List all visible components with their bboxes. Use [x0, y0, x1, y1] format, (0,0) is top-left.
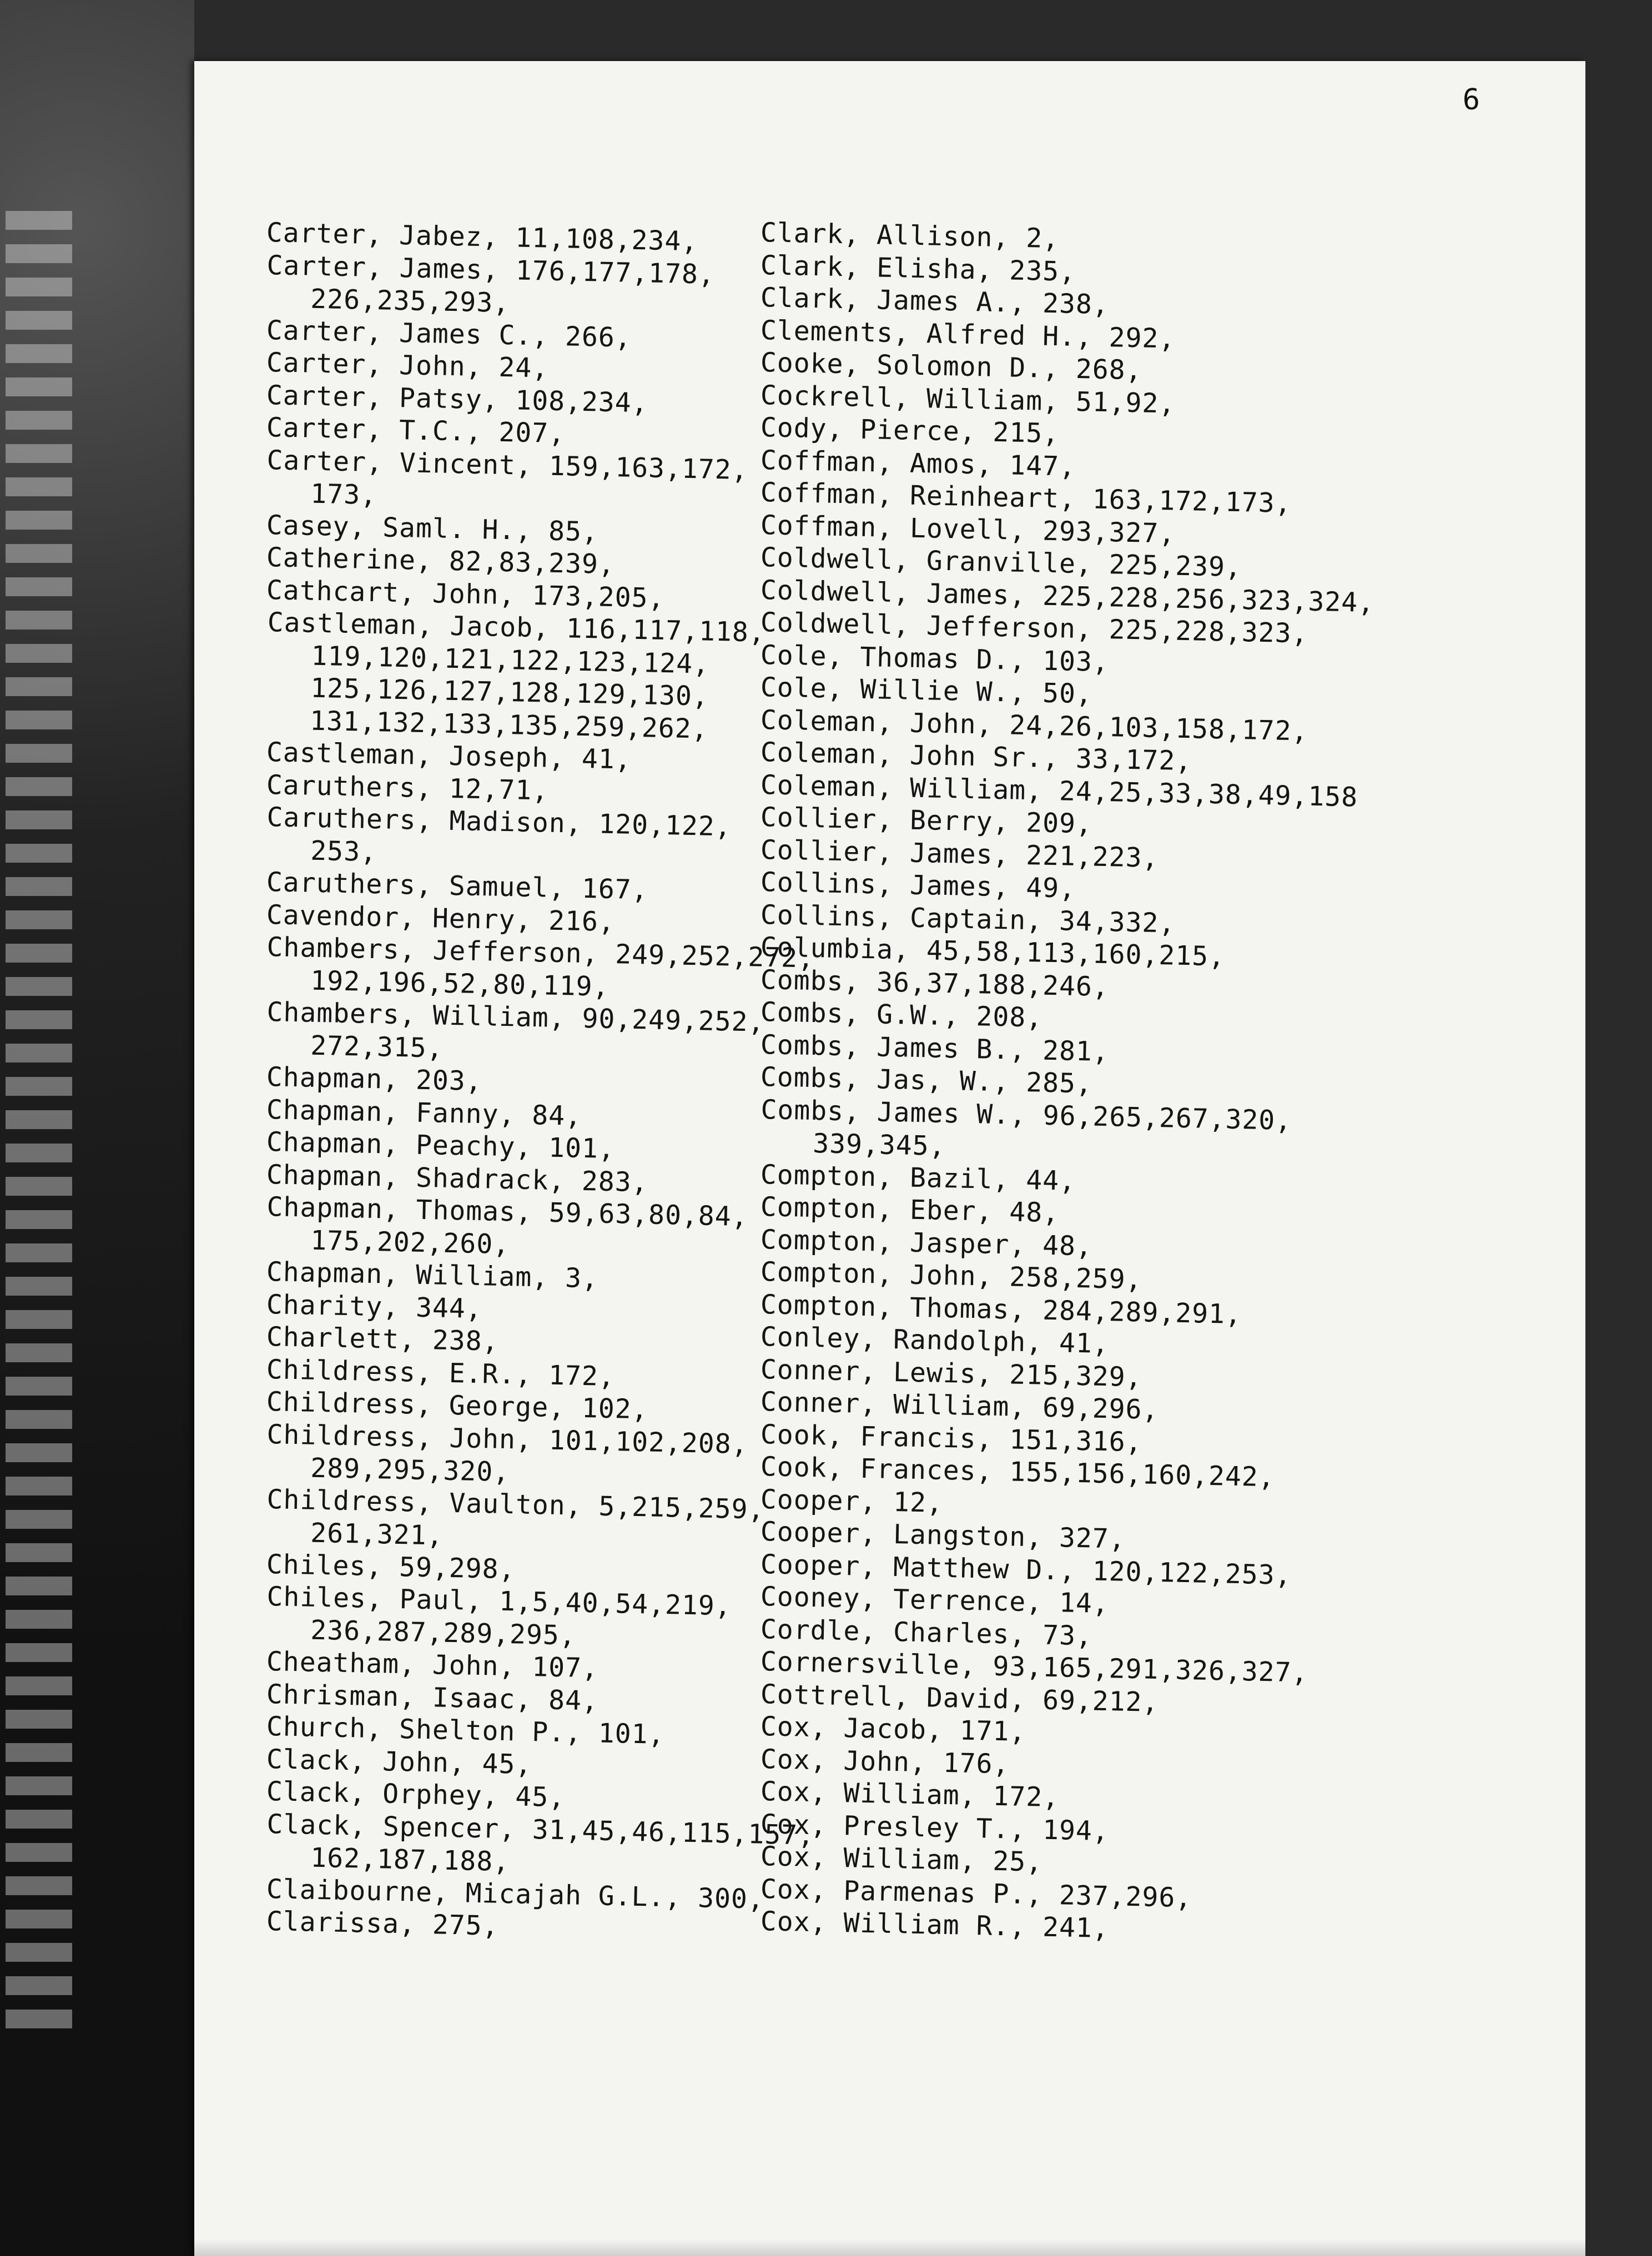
entry-text: Casey, Saml. H., 85, — [266, 509, 599, 548]
entry-text: Coffman, Reinheart, 163,172,173, — [760, 477, 1292, 520]
entry-text: Collier, Berry, 209, — [760, 802, 1093, 840]
entry-continuation: 119,120,121,122,123,124, — [311, 640, 710, 680]
entry-text: Clark, Allison, 2, — [760, 217, 1060, 255]
entry-text: Cox, Parmenas P., 237,296, — [760, 1873, 1192, 1913]
entry-text: Coldwell, James, 225,228,256,323,324, — [760, 574, 1375, 618]
entry-text: Catherine, 82,83,239, — [266, 542, 616, 581]
entry-text: Coleman, William, 24,25,33,38,49,158 — [760, 769, 1358, 813]
entry-text: Coldwell, Jefferson, 225,228,323, — [760, 607, 1309, 649]
page-bottom-edge — [194, 2239, 1585, 2256]
entry-text: Cooper, Langston, 327, — [760, 1516, 1126, 1555]
entry-text: Coffman, Amos, 147, — [760, 444, 1076, 482]
entry-text: Coleman, John Sr., 33,172, — [760, 737, 1192, 777]
page-number: 6 — [1462, 83, 1480, 117]
entry-text: Collins, James, 49, — [760, 867, 1076, 904]
entry-text: Collier, James, 221,223, — [760, 834, 1159, 874]
entry-text: Cooper, Matthew D., 120,122,253, — [760, 1548, 1292, 1591]
entry-text: Cox, John, 176, — [760, 1743, 1010, 1780]
entry-text: Cooke, Solomon D., 268, — [760, 347, 1143, 386]
entry-text: Clements, Alfred H., 292, — [760, 314, 1176, 355]
entry-text: Clark, James A., 238, — [760, 282, 1110, 321]
entry-text: Conley, Randolph, 41, — [760, 1321, 1110, 1360]
entry-text: Cox, Presley T., 194, — [760, 1808, 1110, 1847]
entry-text: Castleman, Jacob, 116,117,118, — [267, 607, 766, 648]
entry-text: Conner, William, 69,296, — [760, 1386, 1159, 1426]
entry-text: Clack, Orphey, 45, — [266, 1776, 566, 1814]
entry-text: Claibourne, Micajah G.L., 300, — [266, 1873, 765, 1915]
entry-text: Carter, John, 24, — [266, 347, 549, 384]
entry-text: Conner, Lewis, 215,329, — [760, 1353, 1143, 1393]
entry-text: Chrisman, Isaac, 84, — [266, 1678, 599, 1717]
entry-text: Cole, Willie W., 50, — [760, 672, 1093, 710]
entry-continuation: 162,187,188, — [310, 1841, 510, 1877]
entry-text: Childress, E.R., 172, — [266, 1353, 616, 1392]
entry-text: Cockrell, William, 51,92, — [760, 379, 1176, 420]
entry-text: Chapman, Thomas, 59,63,80,84, — [266, 1191, 749, 1233]
entry-text: Combs, G.W., 208, — [760, 996, 1043, 1034]
entry-text: Childress, Vaulton, 5,215,259, — [266, 1483, 765, 1525]
entry-text: Cathcart, John, 173,205, — [266, 574, 665, 614]
entry-text: Charity, 344, — [266, 1288, 483, 1325]
entry-text: Chiles, Paul, 1,5,40,54,219, — [266, 1581, 732, 1622]
entry-text: Cook, Francis, 151,316, — [760, 1418, 1143, 1458]
entry-text: Coldwell, Granville, 225,239, — [760, 542, 1242, 583]
entry-text: Carter, James C., 266, — [266, 314, 632, 354]
entry-text: Carter, James, 176,177,178, — [266, 249, 716, 290]
entry-text: Combs, James B., 281, — [760, 1029, 1110, 1067]
entry-text: Coffman, Lovell, 293,327, — [760, 509, 1176, 550]
index-column-right — [760, 216, 1527, 1945]
entry-text: Charlett, 238, — [266, 1321, 500, 1357]
entry-text: Cottrell, David, 69,212, — [760, 1678, 1159, 1718]
entry-text: Clarissa, 275, — [266, 1906, 500, 1942]
adjacent-page-ghost — [6, 211, 72, 2043]
entry-text: Compton, Eber, 48, — [760, 1191, 1060, 1229]
entry-continuation: 173, — [310, 477, 377, 511]
entry-text: Cole, Thomas D., 103, — [760, 639, 1110, 678]
entry-text: Cox, William, 25, — [760, 1841, 1043, 1878]
entry-text: Castleman, Joseph, 41, — [266, 737, 632, 776]
entry-text: Chambers, William, 90,249,252, — [266, 996, 765, 1038]
entry-text: Chapman, Peachy, 101, — [266, 1126, 616, 1165]
entry-text: Cooney, Terrence, 14, — [760, 1581, 1110, 1620]
entry-text: Compton, Jasper, 48, — [760, 1223, 1093, 1262]
entry-text: Cox, William R., 241, — [760, 1906, 1110, 1945]
entry-text: Chapman, 203, — [266, 1061, 483, 1097]
entry-text: Cook, Frances, 155,156,160,242, — [760, 1451, 1276, 1493]
entry-text: Cooper, 12, — [760, 1483, 944, 1519]
entry-text: Caruthers, Samuel, 167, — [266, 867, 649, 906]
entry-continuation: 226,235,293, — [310, 283, 510, 319]
entry-text: Carter, T.C., 207, — [266, 412, 566, 450]
entry-continuation: 289,295,320, — [310, 1452, 510, 1488]
entry-text: Columbia, 45,58,113,160,215, — [760, 931, 1226, 973]
entry-text: Caruthers, 12,71, — [266, 769, 549, 807]
entry-text: Chambers, Jefferson, 249,252,272, — [266, 931, 815, 974]
entry-continuation: 125,126,127,128,129,130, — [310, 672, 709, 712]
entry-text: Carter, Patsy, 108,234, — [266, 379, 649, 419]
entry-text: Caruthers, Madison, 120,122, — [266, 802, 732, 843]
entry-text: Combs, Jas, W., 285, — [760, 1061, 1093, 1100]
entry-text: Carter, Jabez, 11,108,234, — [266, 217, 698, 258]
entry-text: Cox, Jacob, 171, — [760, 1711, 1026, 1748]
entry-continuation: 192,196,52,80,119, — [310, 965, 610, 1003]
entry-text: Clark, Elisha, 235, — [760, 249, 1076, 288]
entry-text: Combs, 36,37,188,246, — [760, 964, 1110, 1003]
entry-text: Cody, Pierce, 215, — [760, 412, 1060, 450]
entry-text: Compton, Thomas, 284,289,291, — [760, 1288, 1242, 1330]
entry-text: Clack, John, 45, — [266, 1743, 532, 1780]
entry-continuation: 236,287,289,295, — [310, 1614, 577, 1651]
entry-text: Childress, George, 102, — [266, 1386, 649, 1426]
entry-text: Chapman, William, 3, — [266, 1256, 599, 1295]
entry-text: Cornersville, 93,165,291,326,327, — [760, 1646, 1309, 1689]
entry-text: Compton, Bazil, 44, — [760, 1159, 1076, 1197]
entry-text: Coleman, John, 24,26,103,158,172, — [760, 704, 1309, 747]
entry-text: Combs, James W., 96,265,267,320, — [760, 1094, 1292, 1136]
entry-text: Cordle, Charles, 73, — [760, 1613, 1093, 1652]
entry-text: Cheatham, John, 107, — [266, 1646, 599, 1684]
entry-text: Childress, John, 101,102,208, — [266, 1418, 749, 1460]
entry-continuation: 339,345, — [812, 1127, 946, 1161]
entry-continuation: 261,321, — [310, 1517, 444, 1551]
entry-text: Cavendor, Henry, 216, — [266, 899, 616, 938]
entry-text: Cox, William, 172, — [760, 1776, 1060, 1814]
entry-text: Chiles, 59,298, — [266, 1548, 516, 1585]
scan-edge-strip — [0, 0, 194, 2256]
entry-text: Chapman, Shadrack, 283, — [266, 1159, 649, 1198]
entry-text: Carter, Vincent, 159,163,172, — [266, 444, 749, 486]
entry-text: Chapman, Fanny, 84, — [266, 1094, 582, 1132]
entry-text: Church, Shelton P., 101, — [266, 1711, 665, 1751]
entry-text: Clack, Spencer, 31,45,46,115,157, — [266, 1808, 815, 1851]
entry-continuation: 272,315, — [310, 1030, 444, 1064]
entry-continuation: 175,202,260, — [310, 1225, 510, 1260]
entry-text: Compton, John, 258,259, — [760, 1256, 1143, 1296]
index-page — [194, 61, 1585, 2256]
entry-continuation: 253, — [310, 835, 377, 868]
entry-continuation: 131,132,133,135,259,262, — [309, 705, 709, 745]
entry-text: Collins, Captain, 34,332, — [760, 899, 1176, 939]
